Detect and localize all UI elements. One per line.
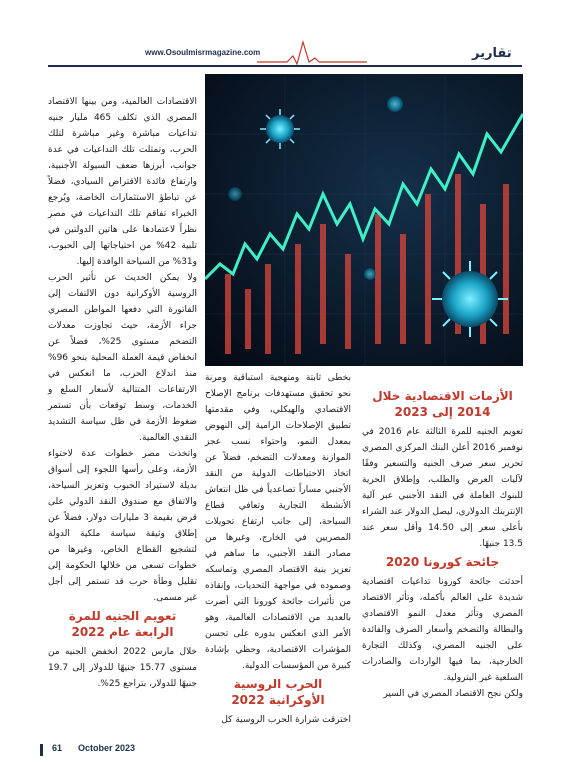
website-url: www.Osoulmisrmagazine.com (145, 48, 261, 57)
paragraph: الاقتصادات العالمية، ومن بينها الاقتصاد المصري الذي تكلف 465 مليار جنيه تداعيات مباشرة وغير مباشرة لتلك الحرب، وتمثلت تلك التداعيات في عدة جوانب، أبرزها ضعف السيولة الأجنبية، وارتفاع فائدة الاقتراض السيادي، فضلاً عن تباطؤ الاستثمارات الخاصة، ويُرجع الخبراء تفاقم تلك التداعيات في مصر نظراً لاعتمادها على هاتين الدولتين في تلبية 42% من احتياجاتها إلى الحبوب، و31% من السياحة الوافدة إليها. (48, 97, 197, 267)
paragraph: تعويم الجنيه للمرة الثالثة عام 2016 في نوفمبر 2016 أعلن البنك المركزي المصري تحرير سعر صرف الجنيه والتسعير وفقًا لآليات العرض والطلب، وإطلاق الحرية للبنوك العاملة في النقد الأجنبي عبر آلية الإنتربنك الدولاري، ليصل الدولار عند الشراء بأعلى سعر إلى 14.50 وأقل سعر عند 13.5 جنيهًا. (362, 427, 524, 549)
subheading: تعويم الجنيه للمرة الرابعة عام 2022 (68, 609, 177, 639)
header-rule (48, 65, 522, 67)
footer-bar (40, 744, 43, 756)
subheading: الحرب الروسية الأوكرانية 2022 (231, 677, 325, 707)
subheading: جائحة كورونا 2020 (385, 555, 500, 569)
paragraph: اخترقت شرارة الحرب الروسية كل (221, 715, 351, 725)
column-middle (205, 370, 351, 728)
paragraph: خلال مارس 2022 انخفض الجنيه من مستوى 15.77 جنيهًا للدولار إلى 19.7 جنيهًا للدولار، بتراجع 25%. (48, 647, 197, 689)
stock-chart-virus-image (205, 74, 523, 366)
section-title: تقارير (472, 46, 512, 61)
paragraph: ولكن نجح الاقتصاد المصري في السير (383, 689, 523, 699)
page-header (0, 0, 567, 70)
paragraph: أحدثت جائحة كورونا تداعيات اقتصادية شديدة على العالم بأكمله، وتأثر الاقتصاد المصري وتأثر معدل النمو الاقتصادي والبطالة والتضخم وأسعار الصرف والفائدة على الجنيه المصري، وكذلك التجارة الخارجية، بما فيها الواردات والصادرات السلعية غير البترولية. (362, 577, 523, 683)
paragraph: بخطى ثابتة ومنهجية استباقية ومرنة نحو تحقيق مستهدفات برنامج الإصلاح الاقتصادي والهيكلي، وفي مقدمتها تطبيق الإصلاحات الرامية إلى النهوض بمعدل النمو، واحتواء نسب عجز الموازنة ومعدلات التضخم، فضلاً عن اتخاذ الاحتياطات الدولية من النقد الأجنبي مساراً تصاعدياً في ظل انتعاش الأنشطة التجارية وتعافي قطاع السياحة، إلى جانب ارتفاع تحويلات المصريين في الخارج، وغيرها من مصادر النقد الأجنبي، ما ساهم في تعزيز بنية الاقتصاد المصري وتماسكه وصموده في مواجهة التحديات، وإنقاذه من تأثيرات جائحة كورونا التي أضرت بالعديد من الاقتصادات العالمية، وهو الأمر الذي انعكس بدوره على تحسن المؤشرات الاقتصادية، وحظي بإشادة كبيرة من المؤسسات الدولية. (205, 373, 351, 671)
column-right (362, 386, 523, 702)
paragraph: واتخذت مصر خطوات عدة لاحتواء الأزمة، وعلى رأسها اللجوء إلى أسواق بديلة لاستيراد الحبوب وتعزيز السياحة، والاتفاق مع صندوق النقد الدولي على قرض بقيمة 3 مليارات دولار، فضلاً عن إطلاق وثيقة سياسة ملكية الدولة لتشجيع القطاع الخاص، وغيرها من خطوات تسعى من خلالها الحكومة إلى تقليل وطأة حرب قد تستمر إلى أجل غير مسمى. (48, 449, 197, 603)
issue-date: October 2023 (78, 743, 136, 753)
column-left (48, 94, 197, 692)
paragraph: ولا يمكن الحديث عن تأثير الحرب الروسية الأوكرانية دون الالتفات إلى الفاتورة التي دفعها المواطن المصري جراء الأزمة، حيث تجاوزت معدلات التضخم مستوى 25%، فضلاً عن انخفاض قيمة العملة المحلية بنحو 96% منذ اندلاع الحرب، ما انعكس في الارتفاعات المتتالية لأسعار السلع و الخدمات، وسط توقعات بأن تستمر ضغوط الأزمة في ظل سياسة التشديد النقدي العالمية. (48, 273, 197, 443)
heartbeat-line-icon (257, 36, 367, 66)
page-number: 61 (52, 743, 63, 753)
subheading: الأزمات الاقتصادية خلال 2014 إلى 2023 (372, 389, 513, 419)
